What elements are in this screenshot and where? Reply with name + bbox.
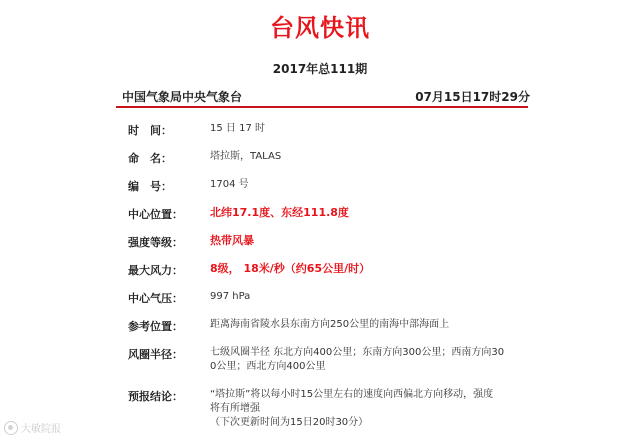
row-label: 强度等级：	[128, 236, 183, 249]
watermark-logo-icon	[4, 421, 18, 435]
row-label: 编 号：	[128, 180, 172, 193]
value-line: 距离海南省陵水县东南方向250公里的南海中部海面上	[210, 319, 450, 330]
row-value	[210, 262, 526, 276]
row-value	[210, 346, 526, 374]
value-line: （下次更新时间为15日20时30分）	[210, 417, 369, 428]
value-line: 热带风暴	[210, 234, 254, 247]
value-line: 8级， 18米/秒（约65公里/时）	[210, 262, 371, 275]
row-label: 最大风力：	[128, 264, 183, 277]
row-value	[210, 178, 526, 192]
row-value	[210, 290, 526, 304]
row-value	[210, 388, 526, 430]
row-value	[210, 122, 526, 136]
row-value	[210, 206, 526, 220]
row-label: 参考位置：	[128, 320, 183, 333]
row-label: 中心气压：	[128, 292, 183, 305]
row-value	[210, 234, 526, 248]
value-line: 0公里；西北方向400公里	[210, 361, 326, 372]
row-label: 中心位置：	[128, 208, 183, 221]
watermark-text: 大敏院报	[21, 424, 61, 435]
value-line: 15 日 17 时	[210, 123, 265, 134]
row-label: 时 间：	[128, 124, 172, 137]
issue-number: 2017年总111期	[272, 62, 368, 76]
value-line: 997 hPa	[210, 291, 251, 302]
bulletin-title: 台风快讯	[270, 14, 370, 42]
issuing-agency: 中国气象局中央气象台	[122, 90, 243, 104]
issued-time: 07月15日17时29分	[415, 90, 530, 104]
value-line: 将有所增强	[210, 403, 260, 414]
row-value	[210, 318, 526, 332]
value-line: 1704 号	[210, 179, 249, 190]
value-line: 七级风圈半径 东北方向400公里；东南方向300公里；西南方向30	[210, 347, 505, 358]
row-label: 风圈半径：	[128, 348, 183, 361]
watermark	[4, 420, 61, 435]
value-line: “塔拉斯”将以每小时15公里左右的速度向西偏北方向移动，强度	[210, 389, 494, 400]
row-label: 命 名：	[128, 152, 172, 165]
row-label: 预报结论：	[128, 390, 183, 403]
value-line: 北纬17.1度、东经111.8度	[210, 206, 349, 219]
row-value	[210, 150, 526, 164]
header-divider	[116, 106, 528, 108]
value-line: 塔拉斯，TALAS	[210, 151, 282, 162]
